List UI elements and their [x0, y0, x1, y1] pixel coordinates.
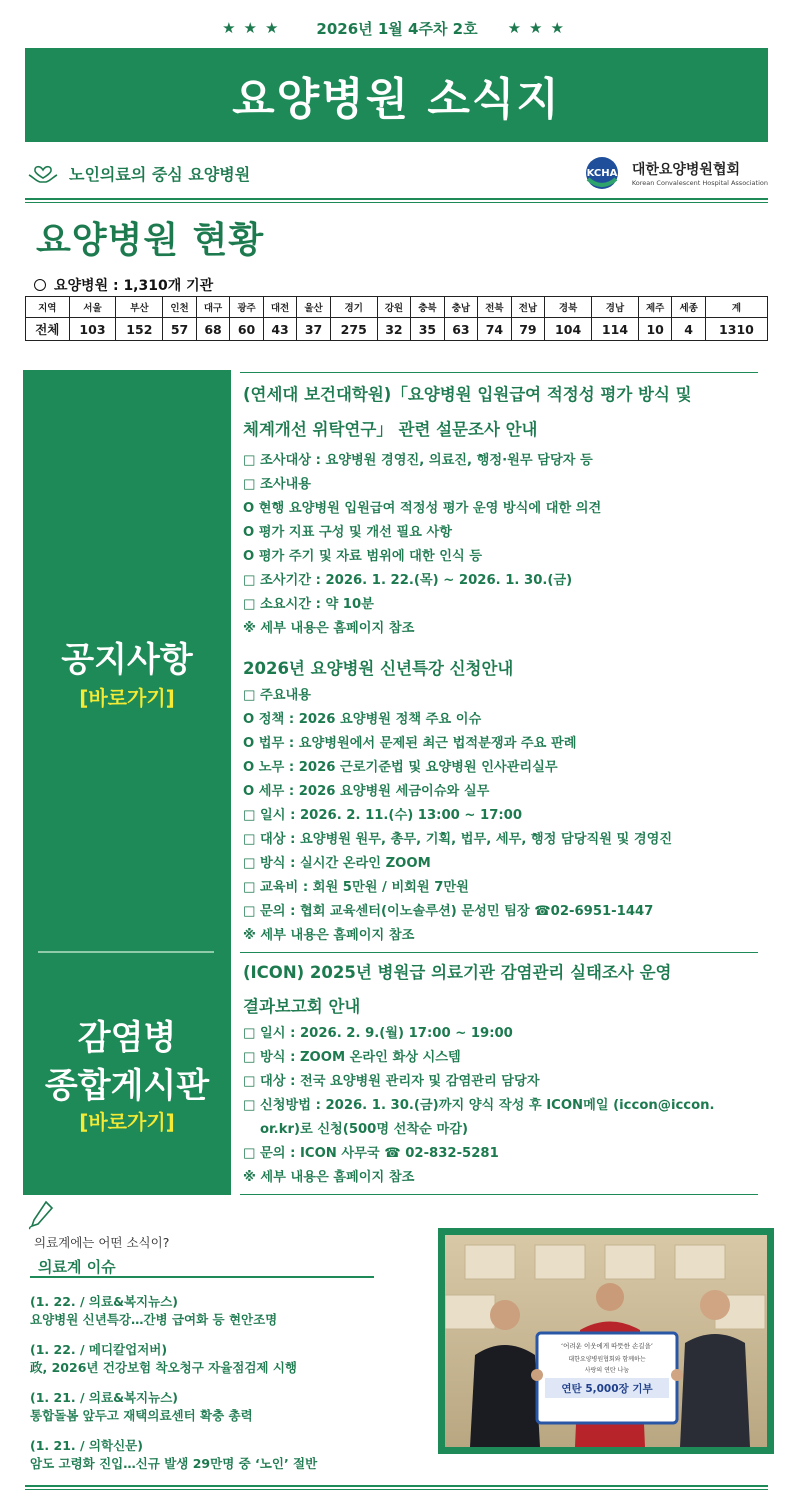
title-banner: [25, 48, 768, 142]
hospital-count: 요양병원 : 1,310개 기관: [34, 275, 213, 295]
notice-shortcut-link[interactable]: [바로가기]: [79, 686, 175, 710]
notice3-item: or.kr)로 신청(500명 선착순 마감): [260, 1122, 468, 1137]
notice2-item: □ 주요내용: [243, 688, 312, 703]
notice2-item: □ 교육비 : 회원 5만원 / 비회원 7만원: [243, 880, 469, 895]
region-value-cell: 60: [230, 318, 264, 341]
region-value-cell: 103: [69, 318, 116, 341]
region-value-cell: 63: [444, 318, 478, 341]
notice-lecture: [243, 654, 758, 948]
star-icons-right: ★★★: [507, 19, 572, 37]
region-value-cell: 275: [330, 318, 377, 341]
news-headline[interactable]: 요양병원 신년특강…간병 급여화 등 현안조명: [30, 1312, 278, 1327]
region-header-cell: 울산: [297, 297, 331, 318]
infection-shortcut-link[interactable]: [바로가기]: [79, 1110, 175, 1134]
association-logo[interactable]: [580, 155, 768, 191]
region-header-cell: 전남: [511, 297, 545, 318]
board-line2: 대한요양병원협회와 함께하는: [568, 1356, 646, 1363]
issue-line: [0, 14, 794, 42]
region-header-cell: 충남: [444, 297, 478, 318]
divider-top: [25, 198, 768, 203]
region-header-cell: 제주: [638, 297, 672, 318]
notice3-item: □ 문의 : ICON 사무국 ☎ 02-832-5281: [243, 1146, 499, 1161]
notice-top-rule: [240, 372, 758, 373]
infection-panel-title-2: 종합게시판: [44, 1066, 210, 1106]
region-header-cell: 대전: [263, 297, 297, 318]
news-headline[interactable]: 통합돌봄 앞두고 재택의료센터 확충 총력: [30, 1408, 253, 1423]
news-source: (1. 21. / 의료&복지뉴스): [30, 1390, 178, 1405]
news-item[interactable]: [30, 1341, 410, 1377]
divider-bottom: [25, 1485, 768, 1490]
news-source: (1. 21. / 의학신문): [30, 1438, 143, 1453]
donation-photo-drawing: [445, 1235, 767, 1447]
region-header-cell: 충북: [411, 297, 445, 318]
region-header-cell: 세종: [672, 297, 706, 318]
notice2-item: O 정책 : 2026 요양병원 정책 주요 이슈: [243, 712, 482, 727]
subtitle: 노인의료의 중심 요양병원: [69, 164, 251, 184]
region-header-cell: 대구: [196, 297, 230, 318]
region-header-label: 지역: [26, 297, 70, 318]
notice3-item: □ 일시 : 2026. 2. 9.(월) 17:00 ~ 19:00: [243, 1026, 513, 1041]
notice-lecture-title: 2026년 요양병원 신년특강 신청안내: [243, 659, 514, 678]
region-value-cell: 43: [263, 318, 297, 341]
news-headline[interactable]: 암도 고령화 진입…신규 발생 29만명 중 ‘노인’ 절반: [30, 1456, 318, 1471]
region-header-cell: 강원: [377, 297, 411, 318]
news-source: (1. 22. / 의료&복지뉴스): [30, 1294, 178, 1309]
region-header-cell: 경기: [330, 297, 377, 318]
news-item[interactable]: [30, 1293, 410, 1329]
notice1-item: O 현행 요양병원 입원급여 적정성 평가 운영 방식에 대한 의견: [243, 501, 602, 516]
pen-icon: [28, 1200, 54, 1230]
heart-hands-icon: [27, 161, 59, 185]
logo-name-korean: 대한요양병원협회: [631, 162, 741, 178]
news-source: (1. 22. / 메디칼업저버): [30, 1342, 168, 1357]
board-line1: ‘어려운 이웃에게 따뜻한 손길을’: [561, 1342, 653, 1350]
photo-scene: [445, 1235, 767, 1447]
region-value-cell: 79: [511, 318, 545, 341]
notice2-item: O 세무 : 2026 요양병원 세금이슈와 실무: [243, 784, 490, 799]
region-header-row: [26, 297, 768, 318]
region-header-cell: 계: [705, 297, 767, 318]
star-icons-left: ★★★: [222, 19, 287, 37]
notice2-item: □ 대상 : 요양병원 원무, 총무, 기획, 법무, 세무, 행정 담당직원 및 경영진: [243, 832, 673, 847]
infection-report-title-2: 결과보고회 안내: [243, 997, 361, 1016]
notice3-item: ※ 세부 내용은 홈페이지 참조: [243, 1170, 415, 1185]
notice-survey-title-1: (연세대 보건대학원)「요양병원 입원급여 적정성 평가 방식 및: [243, 385, 692, 404]
notice-survey: [243, 380, 758, 641]
infection-panel-title-1: 감염병: [77, 1018, 177, 1058]
notice2-item: ※ 세부 내용은 홈페이지 참조: [243, 928, 415, 943]
region-value-cell: 4: [672, 318, 706, 341]
panel-divider: [38, 951, 214, 953]
notice2-item: O 노무 : 2026 근로기준법 및 요양병원 인사관리실무: [243, 760, 558, 775]
board-line3: 사랑의 연탄 나눔: [584, 1367, 630, 1374]
subtitle-row: [25, 148, 768, 198]
region-header-cell: 인천: [163, 297, 197, 318]
news-title: 의료계 이슈: [38, 1258, 116, 1276]
notice2-item: □ 방식 : 실시간 온라인 ZOOM: [243, 856, 431, 871]
notice2-item: □ 일시 : 2026. 2. 11.(수) 13:00 ~ 17:00: [243, 808, 522, 823]
logo-name-english: Korean Convalescent Hospital Association: [631, 179, 768, 187]
issue-label: 2026년 1월 4주차 2호: [316, 19, 478, 38]
infection-report: [243, 958, 758, 1190]
status-title: 요양병원 현황: [36, 220, 265, 261]
news-caption: 의료계에는 어떤 소식이?: [34, 1235, 170, 1250]
region-value-cell: 152: [116, 318, 163, 341]
newsletter-title: 요양병원 소식지: [232, 74, 561, 125]
region-header-cell: 전북: [478, 297, 512, 318]
notice2-item: O 법무 : 요양병원에서 문제된 최근 법적분쟁과 주요 판례: [243, 736, 577, 751]
infection-bottom-rule: [240, 1194, 758, 1195]
region-header-cell: 경북: [545, 297, 592, 318]
news-item[interactable]: [30, 1437, 410, 1473]
notice1-item: ※ 세부 내용은 홈페이지 참조: [243, 621, 415, 636]
news-item[interactable]: [30, 1389, 410, 1425]
notice3-item: □ 대상 : 전국 요양병원 관리자 및 감염관리 담당자: [243, 1074, 540, 1089]
region-value-cell: 10: [638, 318, 672, 341]
region-value-cell: 74: [478, 318, 512, 341]
region-header-cell: 서울: [69, 297, 116, 318]
logo-letters: KCHA: [586, 168, 618, 179]
notice-panel-title: 공지사항: [61, 640, 193, 680]
notice1-item: O 평가 지표 구성 및 개선 필요 사항: [243, 525, 452, 540]
notice1-item: O 평가 주기 및 자료 범위에 대한 인식 등: [243, 549, 483, 564]
news-rule: [30, 1276, 374, 1278]
region-value-cell: 32: [377, 318, 411, 341]
region-value-row: [26, 318, 768, 341]
news-list: [30, 1293, 410, 1485]
notice2-item: □ 문의 : 협회 교육센터(이노솔루션) 문성민 팀장 ☎02-6951-1447: [243, 904, 654, 919]
donation-photo: [438, 1228, 774, 1454]
notice1-item: □ 조사대상 : 요양병원 경영진, 의료진, 행정·원무 담당자 등: [243, 453, 593, 468]
region-header-cell: 광주: [230, 297, 264, 318]
region-header-cell: 경남: [592, 297, 639, 318]
region-value-cell: 1310: [705, 318, 767, 341]
region-value-cell: 114: [592, 318, 639, 341]
region-value-cell: 35: [411, 318, 445, 341]
region-value-cell: 68: [196, 318, 230, 341]
notice1-item: □ 조사내용: [243, 477, 312, 492]
notice3-item: □ 방식 : ZOOM 온라인 화상 시스템: [243, 1050, 461, 1065]
notice1-item: □ 소요시간 : 약 10분: [243, 597, 374, 612]
region-table: [25, 296, 768, 341]
news-headline[interactable]: 政, 2026년 건강보험 착오청구 자율점검제 시행: [30, 1360, 297, 1375]
infection-report-title-1: (ICON) 2025년 병원급 의료기관 감염관리 실태조사 운영: [243, 963, 672, 982]
notice3-item: □ 신청방법 : 2026. 1. 30.(금)까지 양식 작성 후 ICON메일 (iccon@iccon.: [243, 1098, 715, 1113]
kcha-logo-icon: [580, 155, 624, 191]
notice-survey-title-2: 체계개선 위탁연구」 관련 설문조사 안내: [243, 420, 538, 439]
region-value-cell: 104: [545, 318, 592, 341]
infection-top-rule: [240, 952, 758, 953]
notice1-item: □ 조사기간 : 2026. 1. 22.(목) ~ 2026. 1. 30.(금): [243, 573, 573, 588]
region-value-cell: 57: [163, 318, 197, 341]
board-main: 연탄 5,000장 기부: [561, 1383, 653, 1395]
region-header-cell: 부산: [116, 297, 163, 318]
region-value-cell: 37: [297, 318, 331, 341]
region-row-label: 전체: [26, 318, 70, 341]
